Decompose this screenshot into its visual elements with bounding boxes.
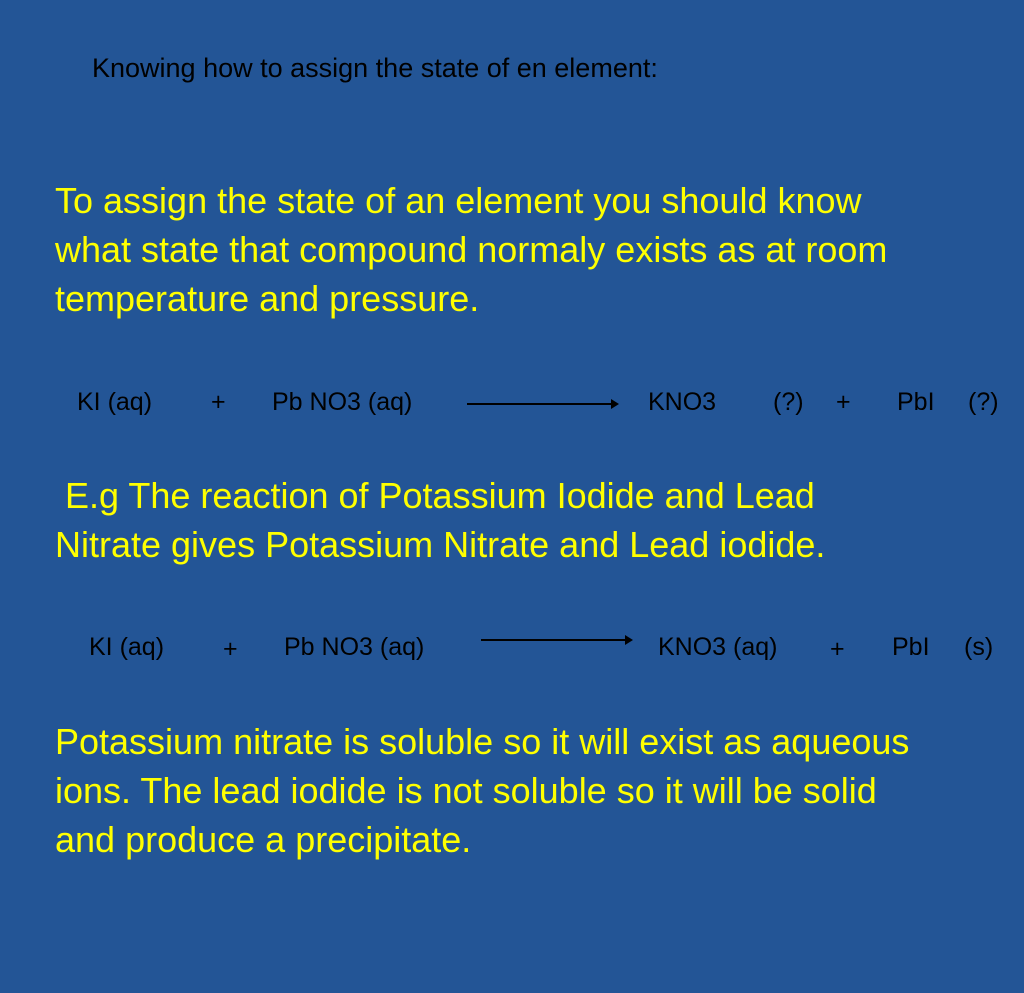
eq2-plus-2: + (830, 635, 845, 663)
explanation-line: Potassium nitrate is soluble so it will exist as aqueous (55, 721, 910, 762)
eq2-reaction-arrow-icon (481, 639, 627, 641)
eq1-plus-1: + (211, 388, 226, 416)
eq1-reaction-arrow-icon (467, 403, 613, 405)
explanation-paragraph (55, 717, 909, 864)
eq1-product-pbi: PbI (897, 388, 935, 416)
intro-paragraph (55, 176, 887, 323)
eq1-product-kno3: KNO3 (648, 388, 717, 416)
example-line: Nitrate gives Potassium Nitrate and Lead iodide. (55, 524, 826, 565)
example-paragraph (55, 471, 825, 569)
slide-heading: Knowing how to assign the state of en element: (92, 53, 658, 83)
intro-line: what state that compound normaly exists as at room (55, 229, 888, 270)
eq1-reactant-pbno3: Pb NO3 (aq) (272, 388, 413, 416)
explanation-line: ions. The lead iodide is not soluble so it will be solid (55, 770, 877, 811)
example-line: E.g The reaction of Potassium Iodide and Lead (55, 475, 815, 516)
eq1-product-pbi-state: (?) (968, 388, 999, 416)
intro-line: To assign the state of an element you should know (55, 180, 862, 221)
eq2-product-kno3: KNO3 (aq) (658, 633, 778, 661)
eq2-plus-1: + (223, 635, 238, 663)
eq1-reactant-ki: KI (aq) (77, 388, 153, 416)
eq2-reactant-pbno3: Pb NO3 (aq) (284, 633, 425, 661)
eq2-reactant-ki: KI (aq) (89, 633, 165, 661)
eq2-product-pbi-state: (s) (964, 633, 994, 661)
eq2-product-pbi: PbI (892, 633, 930, 661)
explanation-line: and produce a precipitate. (55, 819, 472, 860)
intro-line: temperature and pressure. (55, 278, 480, 319)
eq1-plus-2: + (836, 388, 851, 416)
eq1-product-kno3-state: (?) (773, 388, 804, 416)
